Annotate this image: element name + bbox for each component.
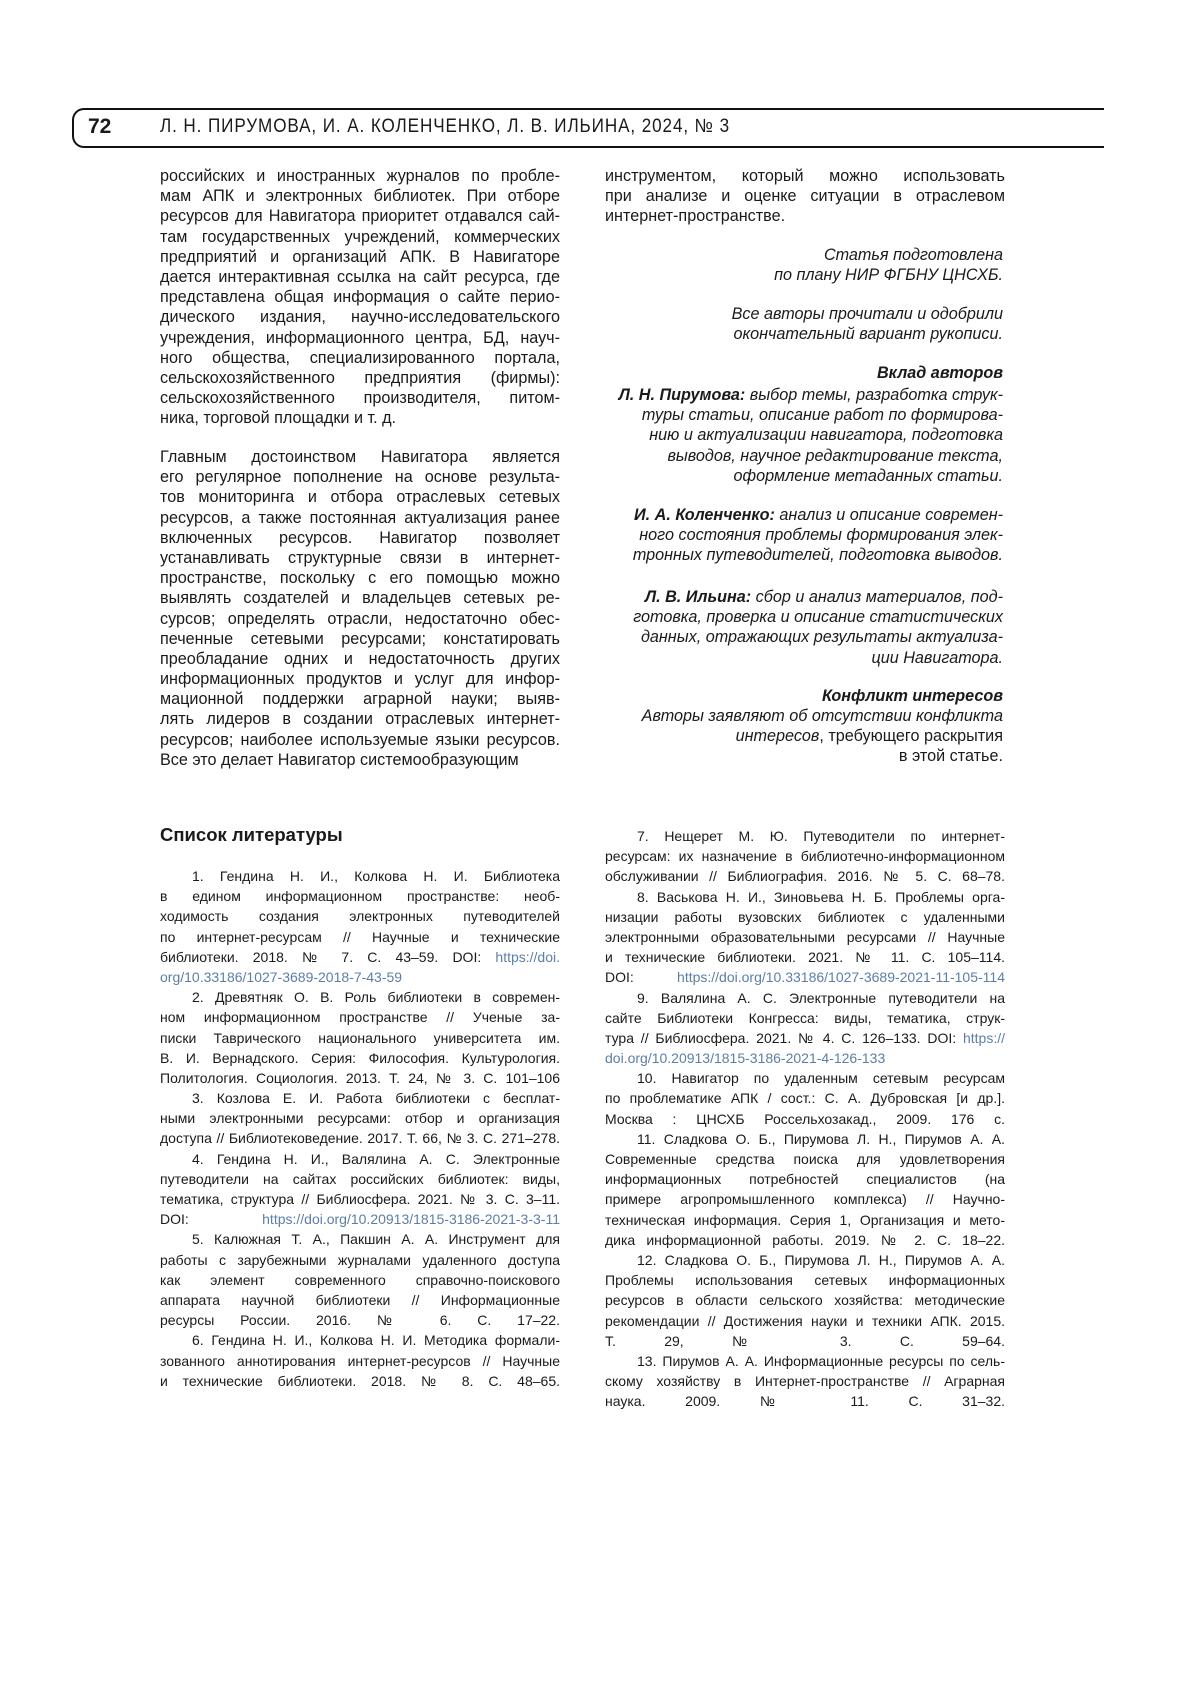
reference-line: [605, 1129, 1005, 1149]
reference-text: как элемент современного справочно-поискового: [160, 1272, 560, 1288]
text-line: [603, 425, 1003, 445]
reference-line: [160, 1351, 560, 1371]
text-segment: по плану НИР ФГБНУ ЦНСХБ.: [774, 266, 1003, 284]
page-number: 72: [88, 115, 111, 139]
funding-note: [603, 245, 1003, 285]
text-line: [603, 405, 1003, 425]
reference-line: [160, 866, 560, 886]
reference-line: [605, 1230, 1005, 1250]
reference-text: зованного аннотирования интернет-ресурсов // Научные: [160, 1353, 560, 1369]
reference-text: ном информационном пространстве // Ученые за-: [160, 1009, 560, 1025]
reference-line: [605, 1210, 1005, 1230]
reference-text: 5. Калюжная Т. А., Пакшин А. А. Инструмент для: [192, 1231, 560, 1247]
reference-item: [160, 1330, 560, 1391]
text-line: [603, 607, 1003, 627]
text-segment: ного состояния проблемы формирования элек-: [639, 526, 1003, 544]
text-line: [603, 324, 1003, 344]
text-segment: интересов: [736, 727, 820, 745]
reference-line: [605, 947, 1005, 967]
reference-line: [605, 988, 1005, 1008]
reference-line: [605, 1290, 1005, 1310]
reference-line: [605, 887, 1005, 907]
text-line: [603, 706, 1003, 726]
reference-text: ресурсы России. 2016. № 6. С. 17–22.: [160, 1312, 560, 1328]
text-line: печенные сетевыми ресурсами; констатировать: [160, 629, 560, 649]
reference-text: DOI:: [605, 969, 677, 985]
text-line: преобладание одних и недостаточность других: [160, 649, 560, 669]
reference-line: [160, 1128, 560, 1148]
references-right-column: [605, 826, 1005, 1411]
reference-line: [605, 826, 1005, 846]
bold-label: Конфликт интересов: [822, 687, 1003, 705]
bold-label: Л. Н. Пирумова:: [619, 386, 746, 404]
text-line: российских и иностранных журналов по пробле-: [160, 166, 560, 186]
reference-line: [605, 927, 1005, 947]
text-line: сельскохозяйственного производителя, питом-: [160, 388, 560, 408]
reference-text: Проблемы использования сетевых информационных: [605, 1272, 1005, 1288]
text-line: дается интерактивная ссылка на сайт ресурса, где: [160, 267, 560, 287]
reference-line: [605, 1331, 1005, 1351]
reference-line: [605, 1270, 1005, 1290]
doi-link[interactable]: https://doi.org/10.33186/1027-3689-2021-11-105-114: [677, 969, 1005, 985]
text-line: Главным достоинством Навигатора является: [160, 447, 560, 467]
reference-line: [160, 1028, 560, 1048]
reference-line: [605, 1311, 1005, 1331]
reference-text: 11. Сладкова О. Б., Пирумова Л. Н., Пирумов А. А.: [637, 1131, 1005, 1147]
text-line: [603, 545, 1003, 565]
reference-line: [160, 927, 560, 947]
reference-line: [605, 1169, 1005, 1189]
text-segment: тронных путеводителей, подготовка выводов.: [633, 546, 1003, 564]
reference-line: [605, 1250, 1005, 1270]
text-line: ресурсов для Навигатора приоритет отдавался сай-: [160, 206, 560, 226]
references-left-column: [160, 866, 560, 1391]
text-line: представлена общая информация о сайте перио-: [160, 287, 560, 307]
text-line: включенных ресурсов. Навигатор позволяет: [160, 528, 560, 548]
reference-text: В. И. Вернадского. Серия: Философия. Культурология.: [160, 1050, 560, 1066]
text-line: инструментом, который можно использовать: [605, 166, 1005, 186]
reference-text: библиотеки. 2018. № 7. С. 43–59. DOI:: [160, 949, 495, 965]
reference-line: [160, 1250, 560, 1270]
reference-line: [605, 846, 1005, 866]
reference-text: 3. Козлова Е. И. Работа библиотеки с бесплат-: [192, 1090, 560, 1106]
reference-item: [160, 1149, 560, 1230]
reference-line: [160, 1169, 560, 1189]
reference-text: ходимость создания электронных путеводителей: [160, 908, 560, 924]
reference-line: [160, 1209, 560, 1229]
text-segment: выводов, научное редактирование текста,: [667, 447, 1003, 465]
reference-text: 6. Гендина Н. И., Колкова Н. И. Методика формали-: [192, 1332, 560, 1348]
reference-text: работы с зарубежными журналами удаленного доступа: [160, 1252, 560, 1268]
reference-text: DOI:: [160, 1211, 262, 1227]
reference-text: 8. Васькова Н. И., Зиновьева Н. Б. Проблемы орга-: [637, 889, 1005, 905]
text-line: [603, 466, 1003, 486]
bold-label: И. А. Коленченко:: [634, 506, 775, 524]
reference-item: [605, 1250, 1005, 1351]
reference-text: в едином информационном пространстве: необ-: [160, 888, 560, 904]
text-line: дического издания, научно-исследовательского: [160, 307, 560, 327]
running-header-title: Л. Н. ПИРУМОВА, И. А. КОЛЕНЧЕНКО, Л. В. ИЛЬИНА, 2024, № 3: [160, 116, 730, 138]
text-line: его регулярное пополнение на основе результа-: [160, 467, 560, 487]
reference-text: низации работы вузовских библиотек с удаленными: [605, 909, 1005, 925]
reference-line: [605, 1109, 1005, 1129]
text-line: пространстве, поскольку с его помощью можно: [160, 568, 560, 588]
reference-line: [160, 1371, 560, 1391]
reference-line: [160, 1290, 560, 1310]
reference-line: [605, 1048, 1005, 1068]
reference-text: доступа // Библиотековедение. 2017. Т. 66, № 3. С. 271–278.: [160, 1130, 560, 1146]
reference-line: [605, 1351, 1005, 1371]
text-segment: туры статьи, описание работ по формирова-: [642, 406, 1003, 424]
text-line: мационной поддержки аграрной науки; выяв-: [160, 689, 560, 709]
text-line: информационных продуктов и услуг для инфор-: [160, 669, 560, 689]
text-line: там государственных учреждений, коммерческих: [160, 227, 560, 247]
text-segment: нию и актуализации навигатора, подготовка: [649, 426, 1003, 444]
left-paragraph-1: [160, 166, 560, 428]
reference-line: [160, 1330, 560, 1350]
text-line: [603, 363, 1003, 383]
text-line: [603, 446, 1003, 466]
reference-line: [160, 1189, 560, 1209]
reference-item: [605, 826, 1005, 887]
reference-item: [160, 987, 560, 1088]
reference-text: Политология. Социология. 2013. Т. 24, № 3. С. 101–106: [160, 1070, 560, 1086]
reference-line: [605, 1028, 1005, 1048]
text-segment: анализ и описание современ-: [775, 506, 1003, 524]
reference-line: [605, 1149, 1005, 1169]
reference-item: [160, 1088, 560, 1149]
text-line: [603, 627, 1003, 647]
left-paragraph-2: [160, 447, 560, 770]
text-segment: выбор темы, разработка струк-: [745, 386, 1003, 404]
text-line: ного общества, специализированного портала,: [160, 348, 560, 368]
text-line: [603, 587, 1003, 607]
reference-text: и технические библиотеки. 2018. № 8. С. 48–65.: [160, 1373, 560, 1389]
reference-line: [160, 1088, 560, 1108]
reference-text: Москва : ЦНСХБ Россельхозакад., 2009. 176 с.: [605, 1111, 1005, 1127]
text-line: сельскохозяйственного предприятия (фирмы):: [160, 368, 560, 388]
reference-line: [605, 1088, 1005, 1108]
text-line: ресурсов, а также постоянная актуализация ранее: [160, 508, 560, 528]
text-segment: ции Навигатора.: [871, 649, 1003, 667]
reference-item: [605, 988, 1005, 1069]
reference-line: [160, 987, 560, 1007]
reference-text: Современные средства поиска для удовлетворения: [605, 1151, 1005, 1167]
reference-text: аппарата научной библиотеки // Информационные: [160, 1292, 560, 1308]
text-line: устанавливать структурные связи в интернет-: [160, 548, 560, 568]
text-line: выявлять создателей и владельцев сетевых ре-: [160, 588, 560, 608]
reference-line: [605, 907, 1005, 927]
reference-text: дика информационной работы. 2019. № 2. С. 18–22.: [605, 1232, 1005, 1248]
reference-text: 4. Гендина Н. И., Валялина А. С. Электронные: [192, 1151, 560, 1167]
text-line: [603, 648, 1003, 668]
reference-line: [160, 1007, 560, 1027]
text-line: ресурсов; наиболее используемые языки ресурсов.: [160, 730, 560, 750]
reference-text: 1. Гендина Н. И., Колкова Н. И. Библиотека: [192, 868, 560, 884]
text-segment: готовка, проверка и описание статистических: [633, 608, 1003, 626]
reference-line: [160, 1048, 560, 1068]
contribution-ilyina: [603, 587, 1003, 668]
text-line: [603, 265, 1003, 285]
right-paragraph-1: [605, 166, 1005, 227]
contribution-pirumova: [603, 385, 1003, 486]
reference-text: 2. Древятняк О. В. Роль библиотеки в современ-: [192, 989, 560, 1005]
text-line: Все это делает Навигатор системообразующим: [160, 750, 560, 770]
reference-text: ресурсов в области сельского хозяйства: методические: [605, 1292, 1005, 1308]
reference-line: [160, 1068, 560, 1088]
text-line: предприятий и организаций АПК. В Навигаторе: [160, 247, 560, 267]
reference-line: [160, 1108, 560, 1128]
references-heading: Список литературы: [160, 824, 343, 846]
doi-link[interactable]: org/10.33186/1027-3689-2018-7-43-59: [160, 969, 402, 985]
text-segment: оформление метаданных статьи.: [733, 467, 1003, 485]
conflict-statement: [603, 706, 1003, 767]
conflict-heading: [603, 686, 1003, 706]
text-line: при анализе и оценке ситуации в отраслевом: [605, 186, 1005, 206]
text-line: интернет-пространстве.: [605, 206, 1005, 226]
text-line: [603, 245, 1003, 265]
reference-line: [160, 1270, 560, 1290]
reference-text: тематика, структура // Библиосфера. 2021. № 3. С. 3–11.: [160, 1191, 560, 1207]
text-line: [603, 304, 1003, 324]
reference-text: тура // Библиосфера. 2021. № 4. С. 126–133. DOI:: [605, 1030, 963, 1046]
reference-item: [605, 1129, 1005, 1250]
text-segment: окончательный вариант рукописи.: [733, 325, 1003, 343]
text-line: [603, 525, 1003, 545]
reference-line: [605, 1189, 1005, 1209]
doi-link[interactable]: doi.org/10.20913/1815-3186-2021-4-126-133: [605, 1050, 885, 1066]
text-line: [603, 746, 1003, 766]
reference-line: [160, 1310, 560, 1330]
reference-text: путеводители на сайтах российских библиотек: виды,: [160, 1171, 560, 1187]
reference-line: [160, 1229, 560, 1249]
reference-line: [605, 866, 1005, 886]
text-line: [603, 686, 1003, 706]
reference-text: 10. Навигатор по удаленным сетевым ресурсам: [637, 1070, 1005, 1086]
contribution-kolenchenko: [603, 505, 1003, 566]
reference-text: по интернет-ресурсам // Научные и технические: [160, 929, 560, 945]
text-line: ника, торговой площадки и т. д.: [160, 408, 560, 428]
text-line: тов мониторинга и отбора отраслевых сетевых: [160, 487, 560, 507]
reference-text: техническая информация. Серия 1, Организация и мето-: [605, 1212, 1005, 1228]
text-line: [603, 385, 1003, 405]
text-segment: , требующего раскрытия: [819, 727, 1003, 745]
reference-item: [160, 866, 560, 987]
reference-item: [605, 1068, 1005, 1129]
reference-text: и технические библиотеки. 2021. № 11. С. 105–114.: [605, 949, 1005, 965]
reference-text: рекомендации // Достижения науки и техники АПК. 2015.: [605, 1313, 1005, 1329]
text-segment: Авторы заявляют об отсутствии конфликта: [642, 707, 1003, 725]
text-segment: Все авторы прочитали и одобрили: [732, 305, 1003, 323]
text-line: учреждения, информационного центра, БД, науч-: [160, 328, 560, 348]
text-segment: в этой статье.: [899, 747, 1003, 765]
reference-text: наука. 2009. № 11. С. 31–32.: [605, 1393, 1005, 1409]
doi-link[interactable]: https://doi.: [495, 949, 560, 965]
reference-text: ными электронными ресурсами: отбор и организация: [160, 1110, 560, 1126]
doi-link[interactable]: https://doi.org/10.20913/1815-3186-2021-3-3-11: [262, 1211, 560, 1227]
reference-line: [605, 1391, 1005, 1411]
bold-label: Вклад авторов: [877, 364, 1003, 382]
reference-text: электронными образовательными ресурсами // Научные: [605, 929, 1005, 945]
reference-line: [605, 1371, 1005, 1391]
reference-text: 13. Пирумов А. А. Информационные ресурсы по сель-: [637, 1353, 1005, 1369]
reference-line: [160, 886, 560, 906]
reference-text: скому хозяйству в Интернет-пространстве // Аграрная: [605, 1373, 1005, 1389]
reference-line: [160, 967, 560, 987]
reference-text: информационных потребностей специалистов (на: [605, 1171, 1005, 1187]
text-segment: данных, отражающих результаты актуализа-: [641, 628, 1003, 646]
doi-link[interactable]: https://: [963, 1030, 1005, 1046]
reference-text: сайте Библиотеки Конгресса: виды, тематика, струк-: [605, 1010, 1005, 1026]
reference-text: писки Таврического национального университета им.: [160, 1030, 560, 1046]
contribution-heading: [603, 363, 1003, 383]
reference-item: [160, 1229, 560, 1330]
text-line: мам АПК и электронных библиотек. При отборе: [160, 186, 560, 206]
reference-line: [605, 1068, 1005, 1088]
reference-line: [605, 1008, 1005, 1028]
approval-note: [603, 304, 1003, 344]
text-segment: Статья подготовлена: [824, 246, 1003, 264]
reference-line: [160, 1149, 560, 1169]
reference-item: [605, 887, 1005, 988]
text-line: [603, 505, 1003, 525]
text-line: сурсов; определять отрасли, недостаточно обес-: [160, 609, 560, 629]
reference-text: 7. Нещерет М. Ю. Путеводители по интернет-: [637, 828, 1005, 844]
text-segment: сбор и анализ материалов, под-: [751, 588, 1003, 606]
reference-line: [605, 967, 1005, 987]
reference-text: Т. 29, № 3. С. 59–64.: [605, 1333, 1005, 1349]
reference-text: 9. Валялина А. С. Электронные путеводители на: [637, 990, 1005, 1006]
reference-text: обслуживании // Библиография. 2016. № 5. С. 68–78.: [605, 868, 1005, 884]
reference-line: [160, 906, 560, 926]
reference-text: 12. Сладкова О. Б., Пирумова Л. Н., Пирумов А. А.: [637, 1252, 1005, 1268]
reference-text: ресурсам: их назначение в библиотечно-информационном: [605, 848, 1005, 864]
reference-text: по проблематике АПК / сост.: С. А. Дубровская [и др.].: [605, 1090, 1005, 1106]
reference-item: [605, 1351, 1005, 1412]
text-line: лять лидеров в создании отраслевых интернет-: [160, 709, 560, 729]
bold-label: Л. В. Ильина:: [645, 588, 751, 606]
reference-text: примере агропромышленного комплекса) // Научно-: [605, 1191, 1005, 1207]
reference-line: [160, 947, 560, 967]
text-line: [603, 726, 1003, 746]
